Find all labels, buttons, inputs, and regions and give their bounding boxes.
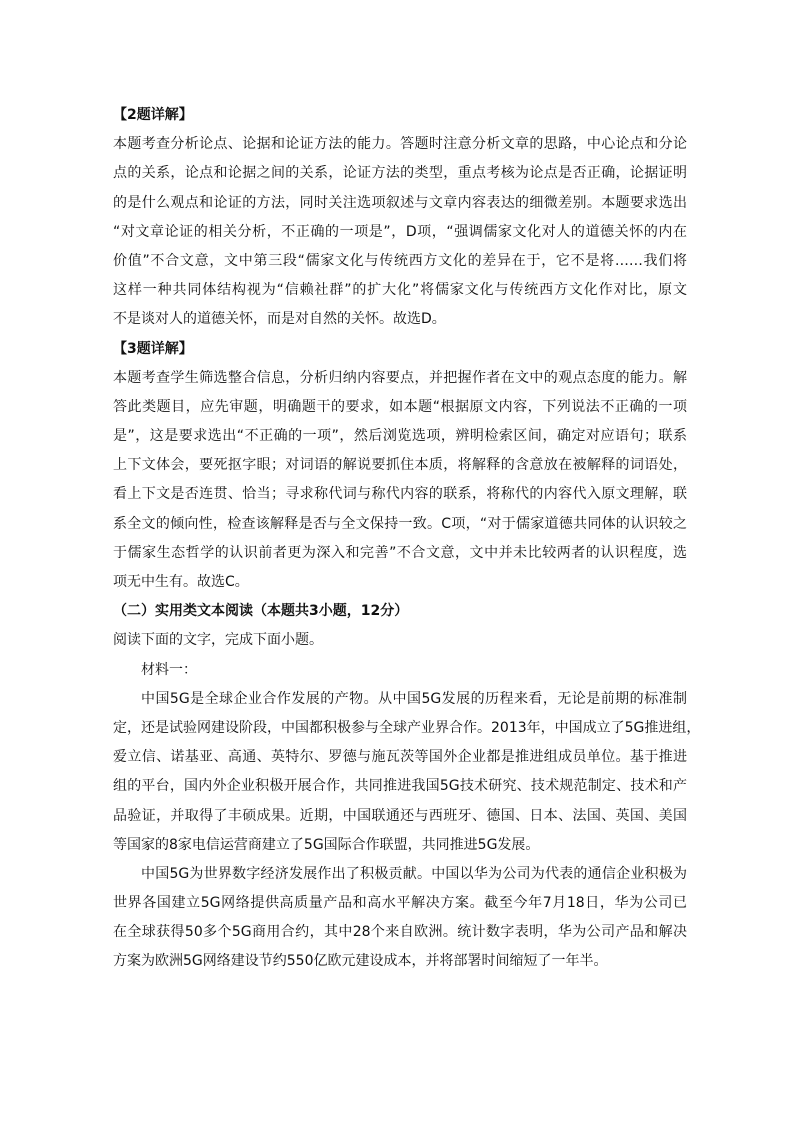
para2-line: 方案为欧洲5G网络建设节约550亿欧元建设成本，并将部署时间缩短了一年半。: [113, 953, 608, 970]
material-label: 材料一：: [141, 661, 197, 678]
q2-text-line: 不是谈对人的道德关怀，而是对自然的关怀。故选D。: [113, 311, 446, 328]
document-body: [113, 101, 701, 977]
para2-line: 中国5G为世界数字经济发展作出了积极贡献。中国以华为公司为代表的通信企业积极为: [141, 865, 687, 882]
q3-text-line: 是”，这是要求选出“不正确的一项”，然后浏览选项，辨明检索区间，确定对应语句；联系: [113, 428, 687, 445]
q2-text-line: 点的关系，论点和论据之间的关系，论证方法的类型，重点考核为论点是否正确，论据证明: [113, 165, 687, 182]
q3-text-line: 系全文的倾向性，检查该解释是否与全文保持一致。C项，“对于儒家道德共同体的认识较之: [113, 515, 687, 532]
q2-text-line: 这样一种共同体结构视为“信赖社群”的扩大化”将儒家文化与传统西方文化作对比，原文: [113, 282, 687, 299]
para1-line: 品验证，并取得了丰硕成果。近期，中国联通还与西班牙、德国、日本、法国、英国、美国: [113, 807, 687, 824]
para1-line: 中国5G是全球企业合作发展的产物。从中国5G发展的历程来看，无论是前期的标准制: [141, 690, 687, 707]
q2-text-line: “对文章论证的相关分析，不正确的一项是”，D项，“强调儒家文化对人的道德关怀的内在: [113, 223, 687, 240]
para1-line: 等国家的8家电信运营商建立了5G国际合作联盟，共同推进5G发展。: [113, 836, 540, 853]
q2-heading: 【2题详解】: [113, 107, 193, 123]
q3-heading: 【3题详解】: [113, 340, 193, 357]
q3-text-line: 答此类题目，应先审题，明确题干的要求，如本题“根据原文内容，下列说法不正确的一项: [113, 398, 687, 415]
q3-text-line: 本题考查学生筛选整合信息，分析归纳内容要点，并把握作者在文中的观点态度的能力。解: [113, 369, 687, 386]
q2-text-line: 本题考查分析论点、论据和论证方法的能力。答题时注意分析文章的思路，中心论点和分论: [113, 136, 687, 153]
section-heading: （二）实用类文本阅读（本题共3小题，12分）: [113, 603, 409, 620]
q2-text-line: 价值”不合文意，文中第三段“儒家文化与传统西方文化的差异在于，它不是将……我们将: [113, 252, 687, 269]
para2-line: 在全球获得50多个5G商用合约，其中28个来自欧洲。统计数字表明，华为公司产品和解决: [113, 924, 687, 941]
para1-line: 定，还是试验网建设阶段，中国都积极参与全球产业界合作。2013年，中国成立了5G推进组，: [113, 719, 701, 736]
reading-instruction: 阅读下面的文字，完成下面小题。: [113, 632, 323, 649]
para1-line: 爱立信、诺基亚、高通、英特尔、罗德与施瓦茨等国外企业都是推进组成员单位。基于推进: [113, 749, 687, 766]
para1-line: 组的平台，国内外企业积极开展合作，共同推进我国5G技术研究、技术规范制定、技术和产: [113, 778, 687, 795]
q3-text-line: 项无中生有。故选C。: [113, 574, 249, 590]
q3-text-line: 于儒家生态哲学的认识前者更为深入和完善”不合文意，文中并未比较两者的认识程度，选: [113, 544, 687, 561]
q3-text-line: 上下文体会，要死抠字眼；对词语的解说要抓住本质，将解释的含意放在被解释的词语处，: [113, 457, 687, 474]
para2-line: 世界各国建立5G网络提供高质量产品和高水平解决方案。截至今年7月18日，华为公司已: [113, 895, 687, 912]
q2-text-line: 的是什么观点和论证的方法，同时关注选项叙述与文章内容表达的细微差别。本题要求选出: [113, 194, 687, 211]
q3-text-line: 看上下文是否连贯、恰当；寻求称代词与称代内容的联系，将称代的内容代入原文理解，联: [113, 486, 687, 503]
